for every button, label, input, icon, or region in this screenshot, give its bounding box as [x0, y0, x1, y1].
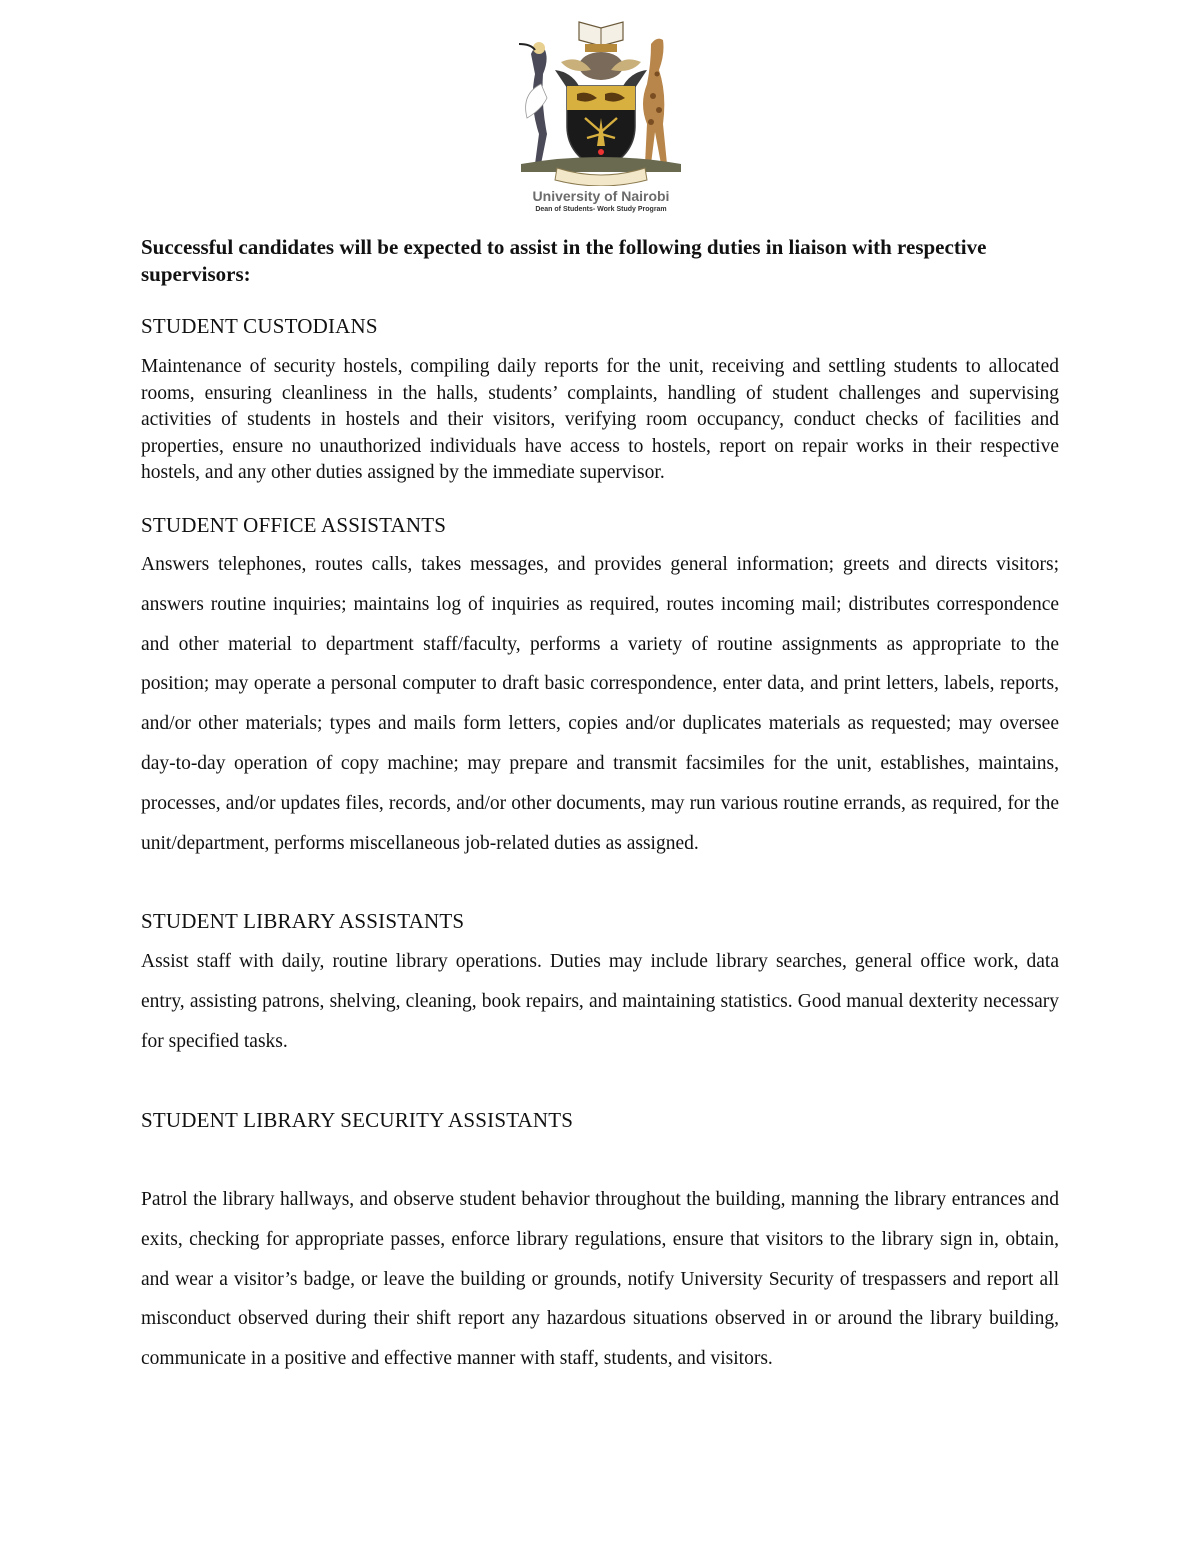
crest-department-name: Dean of Students- Work Study Program: [535, 206, 667, 213]
section-heading-office-assistants: STUDENT OFFICE ASSISTANTS: [141, 513, 447, 537]
crest-institution-name: University of Nairobi: [532, 188, 670, 204]
section-heading-library-security: STUDENT LIBRARY SECURITY ASSISTANTS: [141, 1108, 574, 1132]
section-body-library-assistants: Assist staff with daily, routine library operations. Duties may include library searches, general office work, data entry, assisting patrons, shelving, cleaning, book repairs, and maintaining statistics. Good manual dexterity necessary for specified tasks.: [141, 951, 1059, 1052]
university-crest: [501, 14, 701, 218]
section-heading-library-assistants: STUDENT LIBRARY ASSISTANTS: [141, 909, 465, 933]
section-body-office-assistants: Answers telephones, routes calls, takes messages, and provides general information; greets and directs visitors; answers routine inquiries; maintains log of inquiries as required, routes incoming mail; distributes correspondence and other material to department staff/faculty, performs a variety of routine assignments as appropriate to the position; may operate a personal computer to draft basic correspondence, enter data, and print letters, labels, reports, and/or other materials; types and mails form letters, copies and/or duplicates materials as requested; may oversee day-to-day operation of copy machine; may prepare and transmit facsimiles for the unit, establishes, maintains, processes, and/or updates files, records, and/or other documents, may run various routine errands, as required, for the unit/department, performs miscellaneous job-related duties as assigned.: [141, 554, 1059, 854]
coat-of-arms-icon: [501, 14, 701, 186]
section-heading-custodians: STUDENT CUSTODIANS: [141, 314, 378, 338]
section-body-custodians: Maintenance of security hostels, compiling daily reports for the unit, receiving and settling students to allocated rooms, ensuring cleanliness in the halls, students’ complaints, handling of student challenges and supervising activities of students in hostels and their visitors, verifying room occupancy, conduct checks of facilities and properties, ensure no unauthorized individuals have access to hostels, report on repair works in their respective hostels, and any other duties assigned by the immediate supervisor.: [141, 356, 1059, 484]
intro-statement: Successful candidates will be expected to assist in the following duties in liaison with respective supervisors:: [141, 235, 987, 286]
section-body-library-security: Patrol the library hallways, and observe student behavior throughout the building, manning the library entrances and exits, checking for appropriate passes, enforce library regulations, ensure that visitors to the library sign in, obtain, and wear a visitor’s badge, or leave the building or grounds, notify University Security of trespassers and report all misconduct observed during their shift report any hazardous situations observed in or around the library building, communicate in a positive and effective manner with staff, students, and visitors.: [141, 1189, 1059, 1370]
